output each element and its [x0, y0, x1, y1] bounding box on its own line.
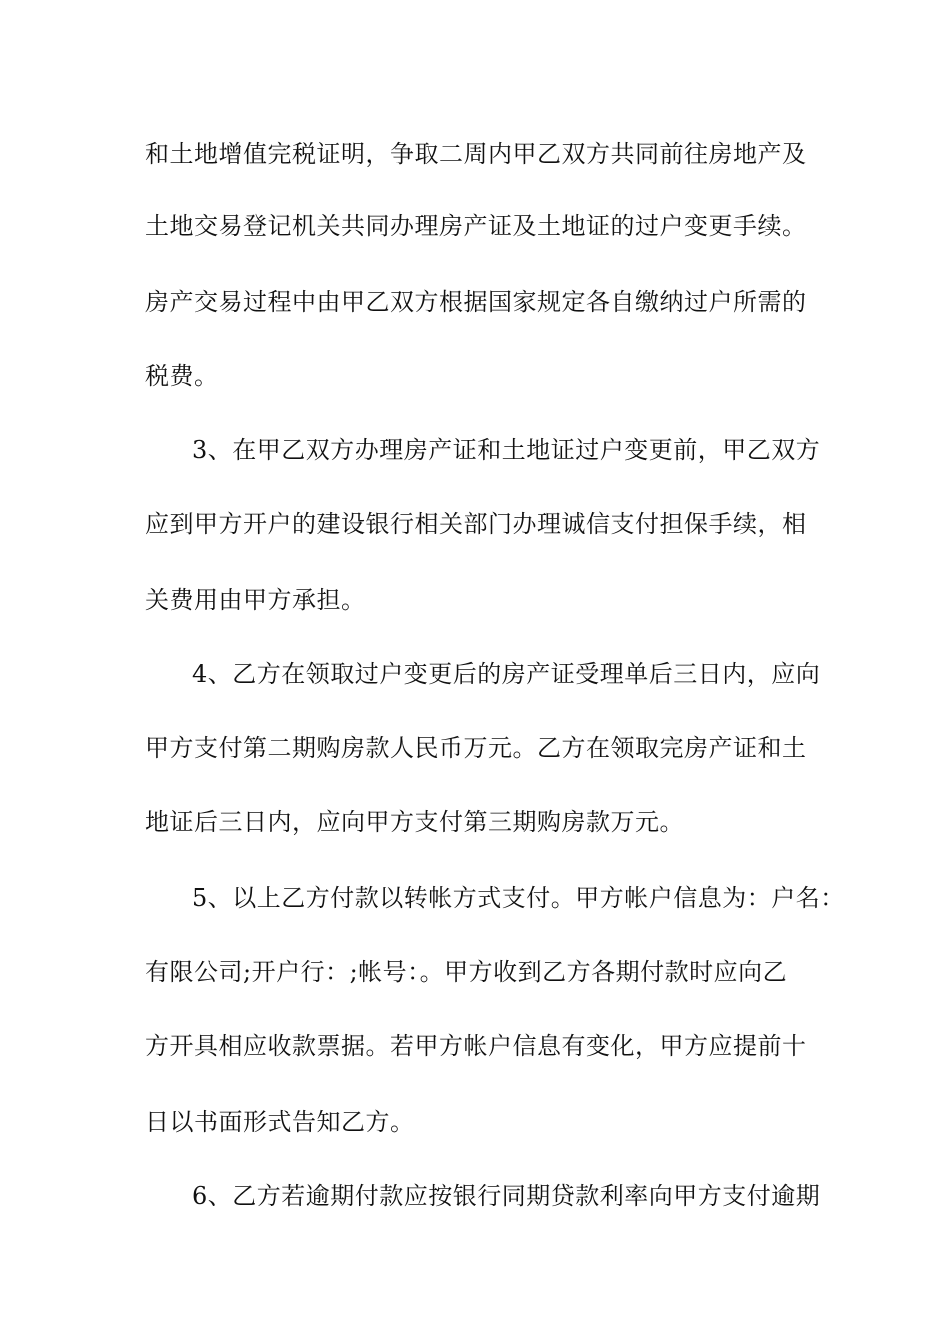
- paragraph-line: 应到甲方开户的建设银行相关部门办理诚信支付担保手续，相: [145, 510, 807, 538]
- paragraph-line: 5、以上乙方付款以转帐方式支付。甲方帐户信息为：户名：: [192, 884, 845, 912]
- paragraph-line: 有限公司;开户行：;帐号：。甲方收到乙方各期付款时应向乙: [145, 958, 788, 986]
- paragraph-line: 和土地增值完税证明，争取二周内甲乙双方共同前往房地产及: [145, 140, 807, 168]
- paragraph-line: 3、在甲乙双方办理房产证和土地证过户变更前，甲乙双方: [192, 436, 821, 464]
- paragraph-line: 方开具相应收款票据。若甲方帐户信息有变化，甲方应提前十: [145, 1032, 807, 1060]
- paragraph-line: 关费用由甲方承担。: [145, 586, 366, 614]
- paragraph-line: 地证后三日内，应向甲方支付第三期购房款万元。: [145, 808, 684, 836]
- paragraph-line: 日以书面形式告知乙方。: [145, 1108, 415, 1136]
- paragraph-line: 甲方支付第二期购房款人民币万元。乙方在领取完房产证和土: [145, 734, 807, 762]
- paragraph-line: 土地交易登记机关共同办理房产证及土地证的过户变更手续。: [145, 212, 807, 240]
- paragraph-line: 6、乙方若逾期付款应按银行同期贷款利率向甲方支付逾期: [192, 1182, 821, 1210]
- paragraph-line: 税费。: [145, 362, 219, 390]
- paragraph-line: 房产交易过程中由甲乙双方根据国家规定各自缴纳过户所需的: [145, 288, 807, 316]
- paragraph-line: 4、乙方在领取过户变更后的房产证受理单后三日内，应向: [192, 660, 821, 688]
